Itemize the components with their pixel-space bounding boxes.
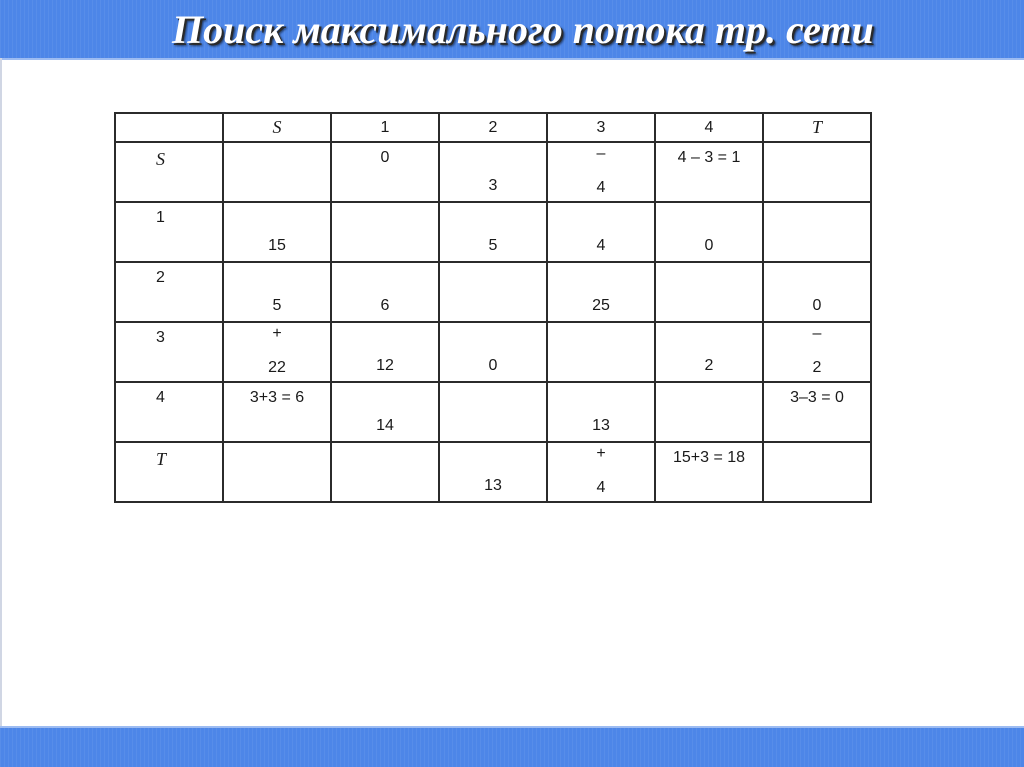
cell-value-bottom: 13 bbox=[484, 477, 502, 494]
cell-value-top: 0 bbox=[380, 149, 390, 166]
cell-value-bottom: 5 bbox=[488, 237, 498, 254]
table-cell bbox=[439, 442, 547, 502]
row-label: 4 bbox=[156, 389, 165, 406]
cell-value-top: 3+3 = 6 bbox=[249, 389, 305, 406]
cell-value-bottom: 4 bbox=[596, 479, 606, 496]
row-header-1 bbox=[115, 202, 223, 262]
row-label: 1 bbox=[156, 209, 165, 226]
cell-value-top: 15+3 = 18 bbox=[672, 449, 746, 466]
table-cell bbox=[547, 262, 655, 322]
table-cell bbox=[763, 202, 871, 262]
cell-value-bottom: 3 bbox=[488, 177, 498, 194]
row-header-3 bbox=[115, 322, 223, 382]
cell-value-bottom: 0 bbox=[704, 237, 714, 254]
table-cell bbox=[331, 142, 439, 202]
flow-table bbox=[114, 112, 872, 503]
table-cell bbox=[655, 382, 763, 442]
cell-value-bottom: 15 bbox=[268, 237, 286, 254]
row-header-s bbox=[115, 142, 223, 202]
row-label: 3 bbox=[156, 329, 165, 346]
table-cell bbox=[655, 442, 763, 502]
table-cell bbox=[547, 442, 655, 502]
table-cell bbox=[655, 262, 763, 322]
table-row-2 bbox=[115, 262, 871, 322]
cell-value-bottom: 12 bbox=[376, 357, 394, 374]
table-cell bbox=[331, 322, 439, 382]
table-cell bbox=[439, 322, 547, 382]
column-header-2: 2 bbox=[439, 113, 547, 142]
table-cell bbox=[331, 442, 439, 502]
table-cell bbox=[439, 202, 547, 262]
table-cell bbox=[223, 322, 331, 382]
column-header-s: S bbox=[223, 113, 331, 142]
cell-sign-mark: – bbox=[596, 145, 606, 162]
cell-value-bottom: 25 bbox=[592, 297, 610, 314]
slide-title: Поиск максимального потока тр. сети bbox=[172, 7, 874, 52]
table-row-1 bbox=[115, 202, 871, 262]
footer-band bbox=[0, 728, 1024, 767]
row-label: T bbox=[156, 449, 167, 469]
table-cell bbox=[223, 442, 331, 502]
table-row-3 bbox=[115, 322, 871, 382]
column-header-4: 4 bbox=[655, 113, 763, 142]
header-divider bbox=[0, 58, 1024, 60]
cell-value-bottom: 5 bbox=[272, 297, 282, 314]
cell-sign-mark: + bbox=[272, 325, 282, 342]
cell-value-bottom: 4 bbox=[596, 179, 606, 196]
table-row-s bbox=[115, 142, 871, 202]
table-cell bbox=[763, 442, 871, 502]
table-cell bbox=[331, 382, 439, 442]
cell-value-bottom: 14 bbox=[376, 417, 394, 434]
corner-cell bbox=[115, 113, 223, 142]
table-cell bbox=[763, 382, 871, 442]
table-cell bbox=[331, 262, 439, 322]
table-cell bbox=[655, 202, 763, 262]
column-header-1: 1 bbox=[331, 113, 439, 142]
row-label: S bbox=[156, 149, 165, 169]
table-row-t bbox=[115, 442, 871, 502]
row-header-2 bbox=[115, 262, 223, 322]
row-header-4 bbox=[115, 382, 223, 442]
cell-sign-mark: – bbox=[812, 325, 822, 342]
table-cell bbox=[439, 262, 547, 322]
table-cell bbox=[655, 142, 763, 202]
row-label: 2 bbox=[156, 269, 165, 286]
cell-value-bottom: 6 bbox=[380, 297, 390, 314]
table-row-4 bbox=[115, 382, 871, 442]
cell-value-bottom: 13 bbox=[592, 417, 610, 434]
column-header-3: 3 bbox=[547, 113, 655, 142]
table-cell bbox=[439, 382, 547, 442]
table-cell bbox=[763, 142, 871, 202]
table-body bbox=[115, 142, 871, 502]
table-cell bbox=[547, 322, 655, 382]
cell-value-bottom: 4 bbox=[596, 237, 606, 254]
table-cell bbox=[547, 202, 655, 262]
table-cell bbox=[331, 202, 439, 262]
cell-value-top: 4 – 3 = 1 bbox=[677, 149, 741, 166]
row-header-t bbox=[115, 442, 223, 502]
table-cell bbox=[223, 202, 331, 262]
table-cell bbox=[223, 262, 331, 322]
table-cell bbox=[439, 142, 547, 202]
table-cell bbox=[655, 322, 763, 382]
table-cell bbox=[223, 142, 331, 202]
table-cell bbox=[763, 322, 871, 382]
table-cell bbox=[547, 142, 655, 202]
cell-value-top: 3–3 = 0 bbox=[790, 389, 844, 406]
column-header-t: T bbox=[763, 113, 871, 142]
slide-edge bbox=[0, 58, 2, 728]
table-cell bbox=[223, 382, 331, 442]
table-cell bbox=[763, 262, 871, 322]
cell-value-bottom: 0 bbox=[812, 297, 822, 314]
table-cell bbox=[547, 382, 655, 442]
cell-value-bottom: 2 bbox=[704, 357, 714, 374]
header-row bbox=[115, 113, 871, 142]
cell-sign-mark: + bbox=[596, 445, 606, 462]
cell-value-bottom: 0 bbox=[488, 357, 498, 374]
cell-value-bottom: 2 bbox=[812, 359, 822, 376]
cell-value-bottom: 22 bbox=[268, 359, 286, 376]
